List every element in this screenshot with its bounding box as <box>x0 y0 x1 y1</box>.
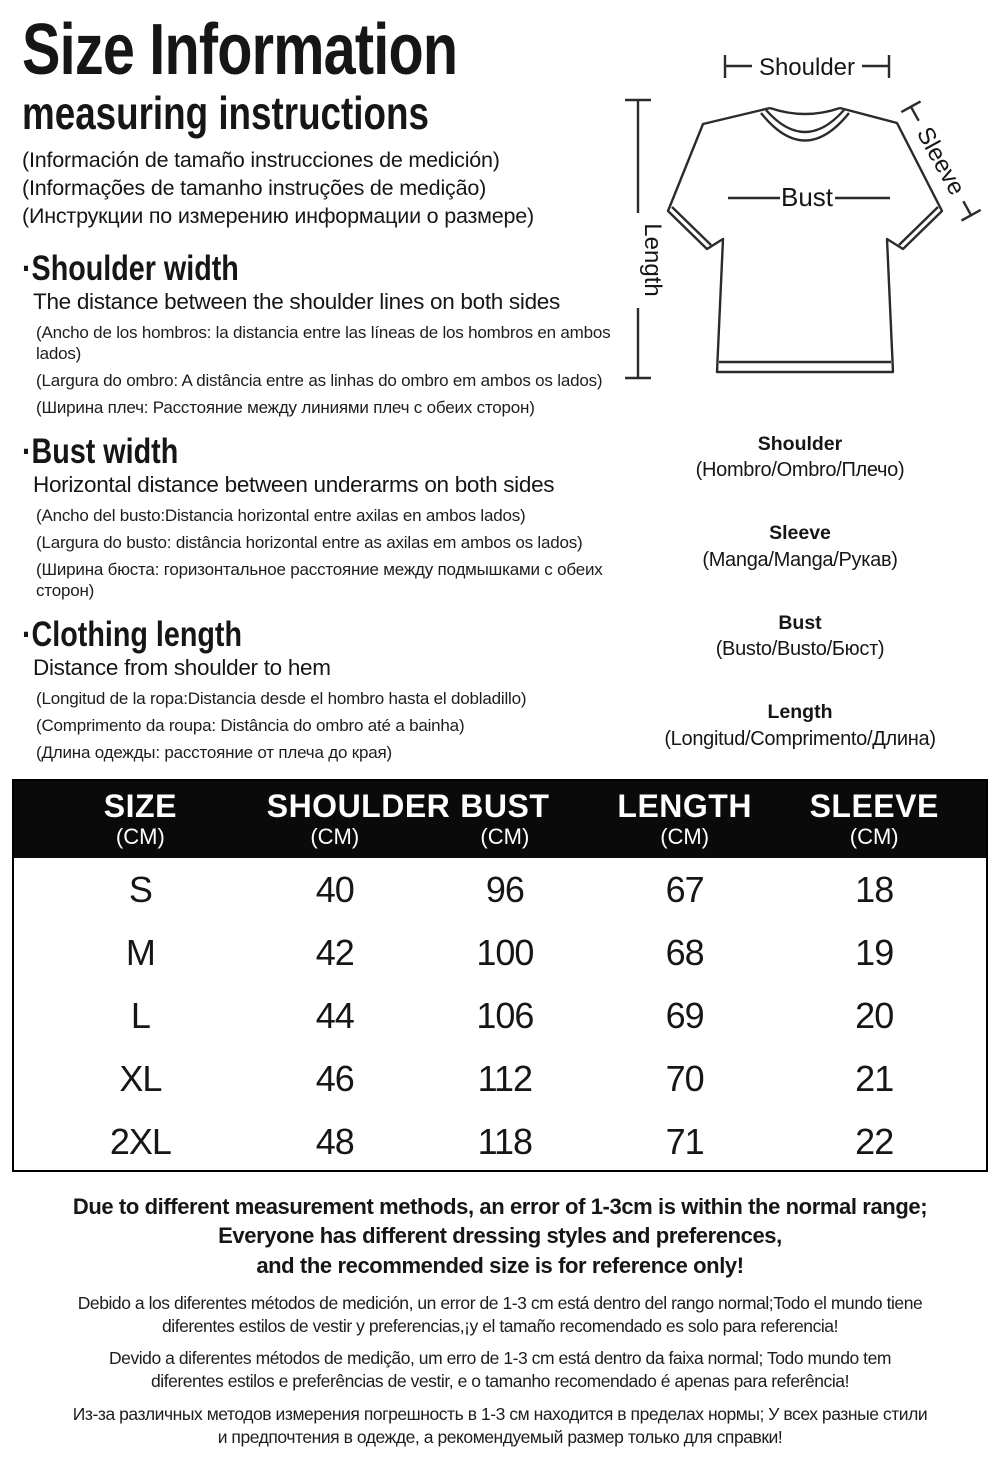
section-clothing-length <box>22 616 622 763</box>
column-unit: (CM) <box>115 824 165 850</box>
bullet-dot: · <box>22 614 32 654</box>
legend-translation: (Longitud/Comprimento/Длина) <box>664 727 936 750</box>
title-block <box>22 10 622 231</box>
cell-size: XL <box>119 1058 162 1100</box>
column-unit: (CM) <box>310 824 360 850</box>
cell-sleeve: 21 <box>855 1058 894 1100</box>
note-line: diferentes estilos de vestir y preferencias,¡y el tamaño recomendado es solo para referencia! <box>161 1315 839 1336</box>
section-heading-text: Shoulder width <box>31 249 239 288</box>
cell-size: 2XL <box>109 1121 171 1163</box>
section-heading <box>22 616 242 654</box>
tshirt-outline <box>668 108 942 372</box>
measure-legend <box>605 432 995 790</box>
section-heading <box>22 250 239 288</box>
section-heading-text: Clothing length <box>31 614 242 654</box>
note-line: and the recommended size is for reference only! <box>256 1252 744 1278</box>
note-english <box>0 1192 1000 1280</box>
page-title: Size Information <box>22 10 458 90</box>
legend-length <box>605 700 995 751</box>
cell-bust: 112 <box>477 1058 533 1100</box>
column-label: LENGTH <box>617 787 752 824</box>
sleeve-measure-line <box>899 100 983 222</box>
section-translation-ru: (Ширина бюста: горизонтальное расстояние между подмышками с обеих сторон) <box>36 559 603 600</box>
size-table <box>12 779 988 1172</box>
section-translation-pt: (Comprimento da roupa: Distância do ombro até a bainha) <box>36 715 465 735</box>
bullet-dot: · <box>22 431 32 471</box>
section-heading <box>22 433 178 471</box>
table-row <box>14 858 986 921</box>
cell-shoulder: 46 <box>315 1058 354 1100</box>
title-translation-es: (Información de tamaño instrucciones de medición) <box>22 147 500 172</box>
section-translation-es: (Longitud de la ropa:Distancia desde el hombro hasta el dobladillo) <box>36 688 527 708</box>
cell-sleeve: 20 <box>855 994 894 1036</box>
section-translation-pt: (Largura do busto: distância horizontal entre as axilas em ambos os lados) <box>36 532 583 552</box>
column-header-sleeve <box>762 787 986 850</box>
cell-length: 67 <box>665 868 704 910</box>
tshirt-diagram <box>600 20 1000 420</box>
legend-term: Bust <box>778 611 822 634</box>
legend-sleeve <box>605 521 995 572</box>
note-line: Из-за различных методов измерения погрешность в 1-3 см находится в пределах нормы; У всех разные стили <box>72 1403 928 1424</box>
table-row <box>14 1048 986 1111</box>
column-label: SIZE <box>103 787 177 824</box>
title-translation-ru: (Инструкции по измерению информации о размере) <box>22 204 534 229</box>
table-row <box>14 984 986 1047</box>
cell-sleeve: 19 <box>855 931 894 973</box>
cell-length: 68 <box>665 931 704 973</box>
section-translation-ru: (Ширина плеч: Расстояние между линиями плеч с обеих сторон) <box>36 397 535 417</box>
cell-bust: 100 <box>476 931 534 973</box>
note-spanish <box>0 1292 1000 1338</box>
note-line: Due to different measurement methods, an error of 1-3cm is within the normal range; <box>72 1194 928 1219</box>
measuring-sections <box>22 250 622 778</box>
footer-notes <box>0 1192 1000 1448</box>
cell-length: 71 <box>665 1121 704 1163</box>
note-line: Everyone has different dressing styles and preferences, <box>218 1223 782 1249</box>
bust-label: Bust <box>780 182 834 212</box>
title-translations <box>22 146 622 231</box>
cell-bust: 106 <box>476 994 534 1036</box>
length-measure-line <box>625 100 666 378</box>
legend-term: Shoulder <box>757 433 843 455</box>
cell-shoulder: 44 <box>315 994 354 1036</box>
column-header-shoulder <box>266 787 451 850</box>
cell-length: 69 <box>665 994 704 1036</box>
table-header-row <box>14 781 986 858</box>
table-row <box>14 1111 986 1174</box>
shoulder-label: Shoulder <box>758 54 856 81</box>
cell-size: L <box>130 994 150 1036</box>
section-heading-text: Bust width <box>31 431 179 471</box>
legend-term: Sleeve <box>769 522 831 545</box>
bullet-dot: · <box>22 249 32 288</box>
section-translation-ru: (Длина одежды: расстояние от плеча до края) <box>36 742 392 762</box>
note-russian <box>0 1403 1000 1449</box>
cell-bust: 96 <box>485 868 524 910</box>
sleeve-label: Sleeve <box>910 122 971 200</box>
note-line: diferentes estilos e preferências de vestir, e o tamanho recomendado é apenas para referência! <box>150 1371 849 1391</box>
section-bust-width <box>22 433 622 601</box>
legend-translation: (Busto/Busto/Бюст) <box>715 638 885 661</box>
column-header-bust <box>403 787 607 850</box>
cell-size: M <box>125 931 155 973</box>
page-subtitle: measuring instructions <box>22 87 429 140</box>
section-description: The distance between the shoulder lines on both sides <box>33 288 560 314</box>
column-header-length <box>607 787 763 850</box>
cell-size: S <box>128 868 152 910</box>
column-label: BUST <box>460 787 550 824</box>
column-label: SLEEVE <box>809 787 939 824</box>
column-unit: (CM) <box>480 824 530 850</box>
shoulder-measure-line <box>725 54 889 81</box>
length-label: Length <box>639 223 666 297</box>
cell-shoulder: 42 <box>315 931 354 973</box>
section-shoulder-width <box>22 250 622 418</box>
section-translation-es: (Ancho del busto:Distancia horizontal entre axilas en ambos lados) <box>36 505 526 525</box>
legend-translation: (Manga/Manga/Рукав) <box>702 548 898 571</box>
note-line: Debido a los diferentes métodos de medición, un error de 1-3 cm está dentro del rango normal;Todo el mundo tiene <box>77 1292 923 1313</box>
title-translation-pt: (Informações de tamanho instruções de medição) <box>22 176 487 201</box>
note-line: и предпочтения в одежде, а рекомендуемый размер только для справки! <box>217 1426 783 1447</box>
cell-sleeve: 18 <box>855 868 894 910</box>
legend-shoulder <box>605 432 995 483</box>
note-portuguese <box>0 1347 1000 1393</box>
column-label: SHOULDER <box>266 787 451 824</box>
legend-bust <box>605 611 995 662</box>
column-header-size <box>14 787 267 850</box>
cell-sleeve: 22 <box>855 1121 894 1163</box>
cell-shoulder: 40 <box>315 868 354 910</box>
cell-shoulder: 48 <box>315 1121 354 1163</box>
section-description: Horizontal distance between underarms on both sides <box>33 471 555 497</box>
bust-measure-line <box>728 182 890 212</box>
section-description: Distance from shoulder to hem <box>33 654 331 680</box>
legend-translation: (Hombro/Ombro/Плечо) <box>695 459 905 482</box>
note-line: Devido a diferentes métodos de medição, um erro de 1-3 cm está dentro da faixa normal; Todo mundo tem <box>108 1348 892 1369</box>
section-translation-es: (Ancho de los hombros: la distancia entre las líneas de los hombros en ambos lados) <box>36 322 611 363</box>
cell-length: 70 <box>665 1058 704 1100</box>
section-translation-pt: (Largura do ombro: A distância entre as linhas do ombro em ambos os lados) <box>36 370 603 390</box>
cell-bust: 118 <box>477 1121 533 1163</box>
column-unit: (CM) <box>660 824 710 850</box>
table-row <box>14 921 986 984</box>
legend-term: Length <box>767 701 833 724</box>
column-unit: (CM) <box>849 824 899 850</box>
